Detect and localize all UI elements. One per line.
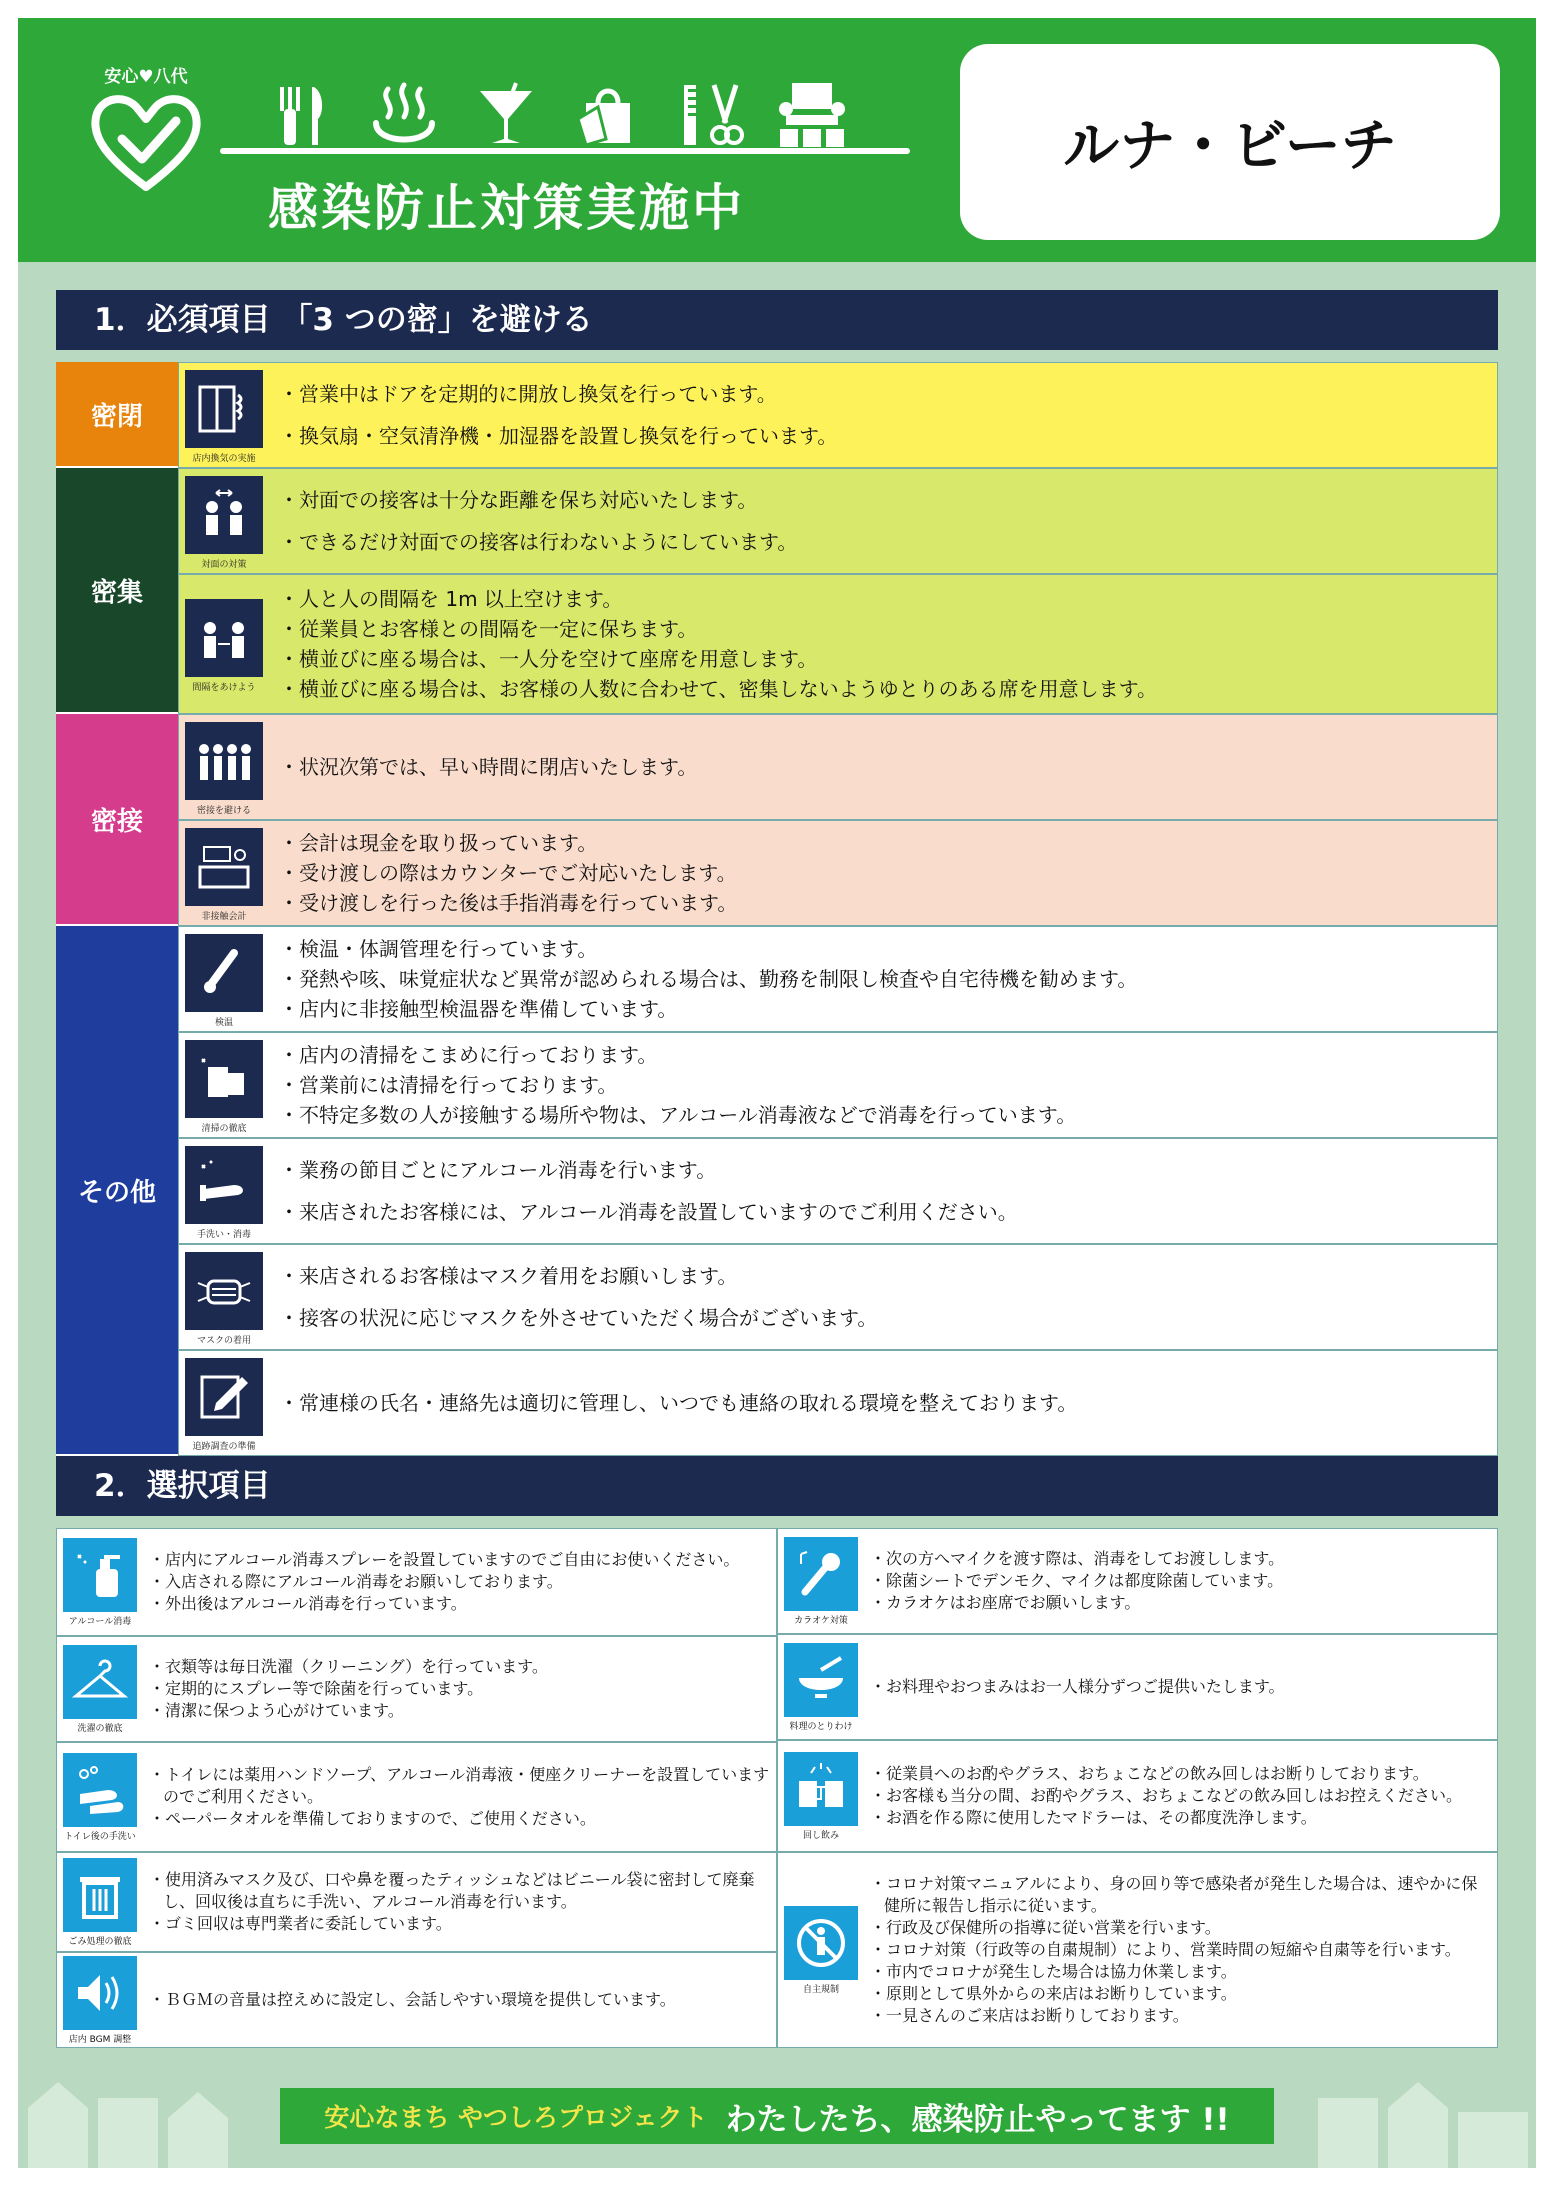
cleaning-icon	[194, 1049, 254, 1109]
measure-line: ・お料理やおつまみはお一人様分ずつご提供いたします。	[870, 1677, 1285, 1696]
row-icon-box	[179, 469, 269, 573]
poster	[18, 18, 1536, 2168]
icon-caption: カラオケ対策	[794, 1615, 848, 1626]
measure-line: ・お酒を作る際に使用したマドラーは、その都度洗浄します。	[870, 1808, 1317, 1827]
icon-caption: 自主規制	[802, 1984, 839, 1995]
optional-items-table	[56, 1528, 1498, 2048]
row-icon-square	[185, 828, 263, 906]
item-text	[143, 1529, 776, 1635]
comb-scissors-icon	[674, 79, 746, 151]
measure-line: ・横並びに座る場合は、お客様の人数に合わせて、密集しないようゆとりのある席を用意します。	[279, 677, 1157, 701]
measure-line: ・横並びに座る場合は、一人分を空けて座席を用意します。	[279, 647, 818, 671]
icon-caption: アルコール消毒	[68, 1616, 132, 1627]
icon-caption: 回し飲み	[802, 1830, 839, 1841]
item-icon-square	[63, 1753, 137, 1827]
row-icon-box	[179, 927, 269, 1031]
measure-line: ・カラオケはお座席でお願いします。	[870, 1593, 1141, 1612]
item-text	[143, 1953, 776, 2047]
measure-line: ・受け渡しの際はカウンターでご対応いたします。	[279, 861, 737, 885]
row-text	[269, 1351, 1497, 1455]
item-icon-square	[784, 1906, 858, 1980]
measure-line: ・できるだけ対面での接客は行わないようにしています。	[279, 530, 798, 554]
measure-line: ・一見さんのご来店はお断りしております。	[870, 2006, 1189, 2025]
section1-title: 1．必須項目 「3 つの密」を避ける	[56, 290, 1498, 350]
measure-line: ・換気扇・空気清浄機・加湿器を設置し換気を行っています。	[279, 424, 838, 448]
measure-line: ・清潔に保つよう心がけています。	[149, 1701, 404, 1720]
measure-line: ・入店される際にアルコール消毒をお願いしております。	[149, 1572, 563, 1591]
measure-line: ・受け渡しを行った後は手指消毒を行っています。	[279, 891, 738, 915]
item-text	[143, 1743, 776, 1851]
row-text	[269, 469, 1497, 573]
item-icon-box	[57, 1637, 143, 1741]
speaker-icon	[70, 1963, 130, 2023]
face-to-face-icon	[194, 485, 254, 545]
cocktail-icon	[470, 79, 542, 151]
category-3: 密接	[56, 714, 178, 926]
item-icon-box	[57, 1953, 143, 2047]
header	[18, 18, 1536, 262]
item-icon-square	[784, 1643, 858, 1717]
measure-line: ・ペーパータオルを準備しておりますので、ご使用ください。	[149, 1809, 596, 1828]
measure-line: ・状況次第では、早い時間に閉店いたします。	[279, 755, 698, 779]
hot-spring-icon	[368, 79, 440, 151]
measure-line: ・行政及び保健所の指導に従い営業を行います。	[870, 1918, 1221, 1937]
row-text	[269, 821, 1497, 925]
measure-line: ・検温・体調管理を行っています。	[279, 937, 598, 961]
required-items-table	[56, 362, 1498, 1452]
item-text	[864, 1853, 1497, 2047]
trash-can-icon	[70, 1865, 130, 1925]
row-icon-square	[185, 722, 263, 800]
optional-item	[56, 1528, 777, 1636]
required-row	[178, 362, 1498, 468]
row-icon-box	[179, 575, 269, 713]
item-icon-box	[57, 1529, 143, 1635]
mask-icon	[194, 1261, 254, 1321]
measure-line: ・除菌シートでデンモク、マイクは都度除菌しています。	[870, 1571, 1284, 1590]
measure-line: ・お客様も当分の間、お酌やグラス、おちょこなどの飲み回しはお控えください。	[870, 1786, 1463, 1805]
measure-line: ・不特定多数の人が接触する場所や物は、アルコール消毒液などで消毒を行っています。	[279, 1103, 1077, 1127]
measure-line: ・人と人の間隔を 1m 以上空けます。	[279, 587, 623, 611]
measure-line: ・業務の節目ごとにアルコール消毒を行います。	[279, 1158, 717, 1182]
item-text	[864, 1635, 1497, 1739]
measure-line: ・店内の清掃をこまめに行っております。	[279, 1043, 658, 1067]
row-text	[269, 575, 1497, 713]
required-row	[178, 1138, 1498, 1244]
icon-caption: 検温	[214, 1018, 233, 1028]
row-text	[269, 1139, 1497, 1243]
measure-line: ・ＢＧＭの音量は控えめに設定し、会話しやすい環境を提供しています。	[149, 1990, 676, 2009]
measure-line: ・ゴミ回収は専門業者に委託しています。	[149, 1914, 452, 1933]
measure-line: ・衣類等は毎日洗濯（クリーニング）を行っています。	[149, 1657, 548, 1676]
measure-line: ・従業員へのお酌やグラス、おちょこなどの飲み回しはお断りしております。	[870, 1764, 1429, 1783]
row-icon-box	[179, 715, 269, 819]
measure-line: ・会計は現金を取り扱っています。	[279, 831, 598, 855]
required-row	[178, 574, 1498, 714]
required-row	[178, 820, 1498, 926]
item-icon-square	[63, 1645, 137, 1719]
slogan-banner	[280, 2088, 1274, 2144]
measure-line: ・来店されたお客様には、アルコール消毒を設置していますのでご利用ください。	[279, 1200, 1018, 1224]
optional-item	[777, 1634, 1498, 1740]
measure-line: ・営業前には清掃を行っております。	[279, 1073, 618, 1097]
item-icon-square	[63, 1858, 137, 1932]
item-icon-square	[63, 1538, 137, 1612]
icon-caption: 店内 BGM 調整	[68, 2034, 132, 2045]
edit-note-icon	[194, 1367, 254, 1427]
row-icon-box	[179, 1245, 269, 1349]
row-icon-square	[185, 1040, 263, 1118]
measure-line: ・外出後はアルコール消毒を行っています。	[149, 1594, 467, 1613]
required-row	[178, 468, 1498, 574]
row-icon-box	[179, 1351, 269, 1455]
item-icon-box	[778, 1635, 864, 1739]
required-row	[178, 926, 1498, 1032]
row-icon-box	[179, 363, 269, 467]
icon-caption: 料理のとりわけ	[789, 1721, 853, 1732]
icon-caption: 洗濯の徹底	[77, 1723, 123, 1734]
microphone-icon	[791, 1544, 851, 1604]
required-row	[178, 1032, 1498, 1138]
measure-line: ・コロナ対策マニュアルにより、身の回り等で感染者が発生した場合は、速やかに保健所に報告し指示に従います。	[870, 1874, 1478, 1915]
measure-line: ・接客の状況に応じマスクを外させていただく場合がございます。	[279, 1306, 878, 1330]
thermometer-icon	[194, 943, 254, 1003]
item-icon-box	[778, 1529, 864, 1633]
measure-line: ・市内でコロナが発生した場合は協力休業します。	[870, 1962, 1237, 1981]
icon-caption: ごみ処理の徹底	[68, 1936, 132, 1947]
measure-line: ・常連様の氏名・連絡先は適切に管理し、いつでも連絡の取れる環境を整えております。	[279, 1391, 1078, 1415]
icon-caption: 対面の対策	[201, 560, 247, 570]
row-icon-square	[185, 1252, 263, 1330]
distance-icon	[194, 608, 254, 668]
project-name: 安心なまち やつしろプロジェクト	[324, 2103, 708, 2132]
main-title: 感染防止対策実施中	[268, 179, 745, 237]
row-text	[269, 1033, 1497, 1137]
shopping-bag-icon	[572, 79, 644, 151]
optional-item	[56, 1636, 777, 1742]
item-icon-square	[63, 1956, 137, 2030]
measure-line: ・定期的にスプレー等で除菌を行っています。	[149, 1679, 484, 1698]
optional-item	[777, 1740, 1498, 1852]
row-text	[269, 715, 1497, 819]
optional-item	[56, 1852, 777, 1952]
icon-caption: 非接触会計	[201, 912, 247, 922]
slogan-text: わたしたち、感染防止やってます !!	[725, 2101, 1230, 2138]
optional-item	[56, 1742, 777, 1852]
no-entry-person-icon	[791, 1913, 851, 1973]
item-icon-box	[778, 1853, 864, 2047]
item-text	[143, 1853, 776, 1951]
measure-line: ・次の方へマイクを渡す際は、消毒をしてお渡しします。	[870, 1549, 1285, 1568]
row-icon-square	[185, 599, 263, 677]
header-divider	[220, 148, 910, 154]
item-text	[864, 1529, 1497, 1633]
icon-caption: 密接を避ける	[196, 806, 251, 816]
row-icon-box	[179, 1139, 269, 1243]
spray-bottle-icon	[70, 1545, 130, 1605]
category-2: 密集	[56, 468, 178, 714]
measure-line: ・対面での接客は十分な距離を保ち対応いたします。	[279, 488, 758, 512]
optional-item	[777, 1528, 1498, 1634]
item-icon-box	[57, 1853, 143, 1951]
measure-line: ・使用済みマスク及び、口や鼻を覆ったティッシュなどはビニール袋に密封して廃棄し、回収後は直ちに手洗い、アルコール消毒を行います。	[149, 1870, 755, 1911]
soap-hands-icon	[70, 1760, 130, 1820]
measure-line: ・営業中はドアを定期的に開放し換気を行っています。	[279, 382, 777, 406]
crowd-icon	[194, 731, 254, 791]
item-icon-box	[57, 1743, 143, 1851]
footer	[18, 2058, 1536, 2168]
seating-icon	[776, 79, 848, 151]
row-icon-square	[185, 476, 263, 554]
row-icon-square	[185, 934, 263, 1012]
icon-caption: 追跡調査の準備	[192, 1442, 256, 1452]
contactless-payment-icon	[194, 837, 254, 897]
optional-item	[56, 1952, 777, 2048]
required-row	[178, 1350, 1498, 1456]
measure-line: ・店内に非接触型検温器を準備しています。	[279, 997, 678, 1021]
optional-item	[777, 1852, 1498, 2048]
fork-knife-icon	[266, 79, 338, 151]
icon-caption: マスクの着用	[196, 1336, 251, 1346]
row-icon-box	[179, 821, 269, 925]
measure-line: ・トイレには薬用ハンドソープ、アルコール消毒液・便座クリーナーを設置していますのでご利用ください。	[149, 1765, 770, 1806]
icon-caption: 店内換気の実施	[192, 454, 256, 464]
icon-caption: 清掃の徹底	[201, 1124, 247, 1134]
row-icon-box	[179, 1033, 269, 1137]
beer-mugs-icon	[791, 1759, 851, 1819]
measure-line: ・店内にアルコール消毒スプレーを設置していますのでご自由にお使いください。	[149, 1550, 740, 1569]
row-icon-square	[185, 1358, 263, 1436]
item-icon-box	[778, 1741, 864, 1851]
row-icon-square	[185, 370, 263, 448]
bowl-icon	[791, 1650, 851, 1710]
item-icon-square	[784, 1537, 858, 1611]
required-row	[178, 1244, 1498, 1350]
row-icon-square	[185, 1146, 263, 1224]
heart-check-icon	[86, 87, 206, 197]
measure-line: ・コロナ対策（行政等の自粛規制）により、営業時間の短縮や自粛等を行います。	[870, 1940, 1461, 1959]
icon-caption: 間隔をあけよう	[192, 683, 256, 693]
required-row	[178, 714, 1498, 820]
logo-text: 安心♥八代	[104, 67, 188, 87]
hanger-icon	[70, 1652, 130, 1712]
category-4: その他	[56, 926, 178, 1456]
measure-line: ・原則として県外からの来店はお断りしています。	[870, 1984, 1237, 2003]
measure-line: ・来店されるお客様はマスク着用をお願いします。	[279, 1264, 738, 1288]
row-text	[269, 1245, 1497, 1349]
row-text	[269, 927, 1497, 1031]
measure-line: ・従業員とお客様との間隔を一定に保ちます。	[279, 617, 698, 641]
yatsushiro-logo	[76, 62, 216, 222]
row-text	[269, 363, 1497, 467]
measure-line: ・発熱や咳、味覚症状など異常が認められる場合は、勤務を制限し検査や自宅待機を勧めます。	[279, 967, 1138, 991]
item-text	[143, 1637, 776, 1741]
icon-caption: トイレ後の手洗い	[64, 1831, 136, 1842]
item-text	[864, 1741, 1497, 1851]
hand-wash-icon	[194, 1155, 254, 1215]
section2-title: 2．選択項目	[56, 1456, 1498, 1516]
window-ventilation-icon	[194, 379, 254, 439]
item-icon-square	[784, 1752, 858, 1826]
icon-caption: 手洗い・消毒	[196, 1230, 251, 1240]
shop-name: ルナ・ビーチ	[960, 44, 1500, 240]
category-1: 密閉	[56, 362, 178, 468]
